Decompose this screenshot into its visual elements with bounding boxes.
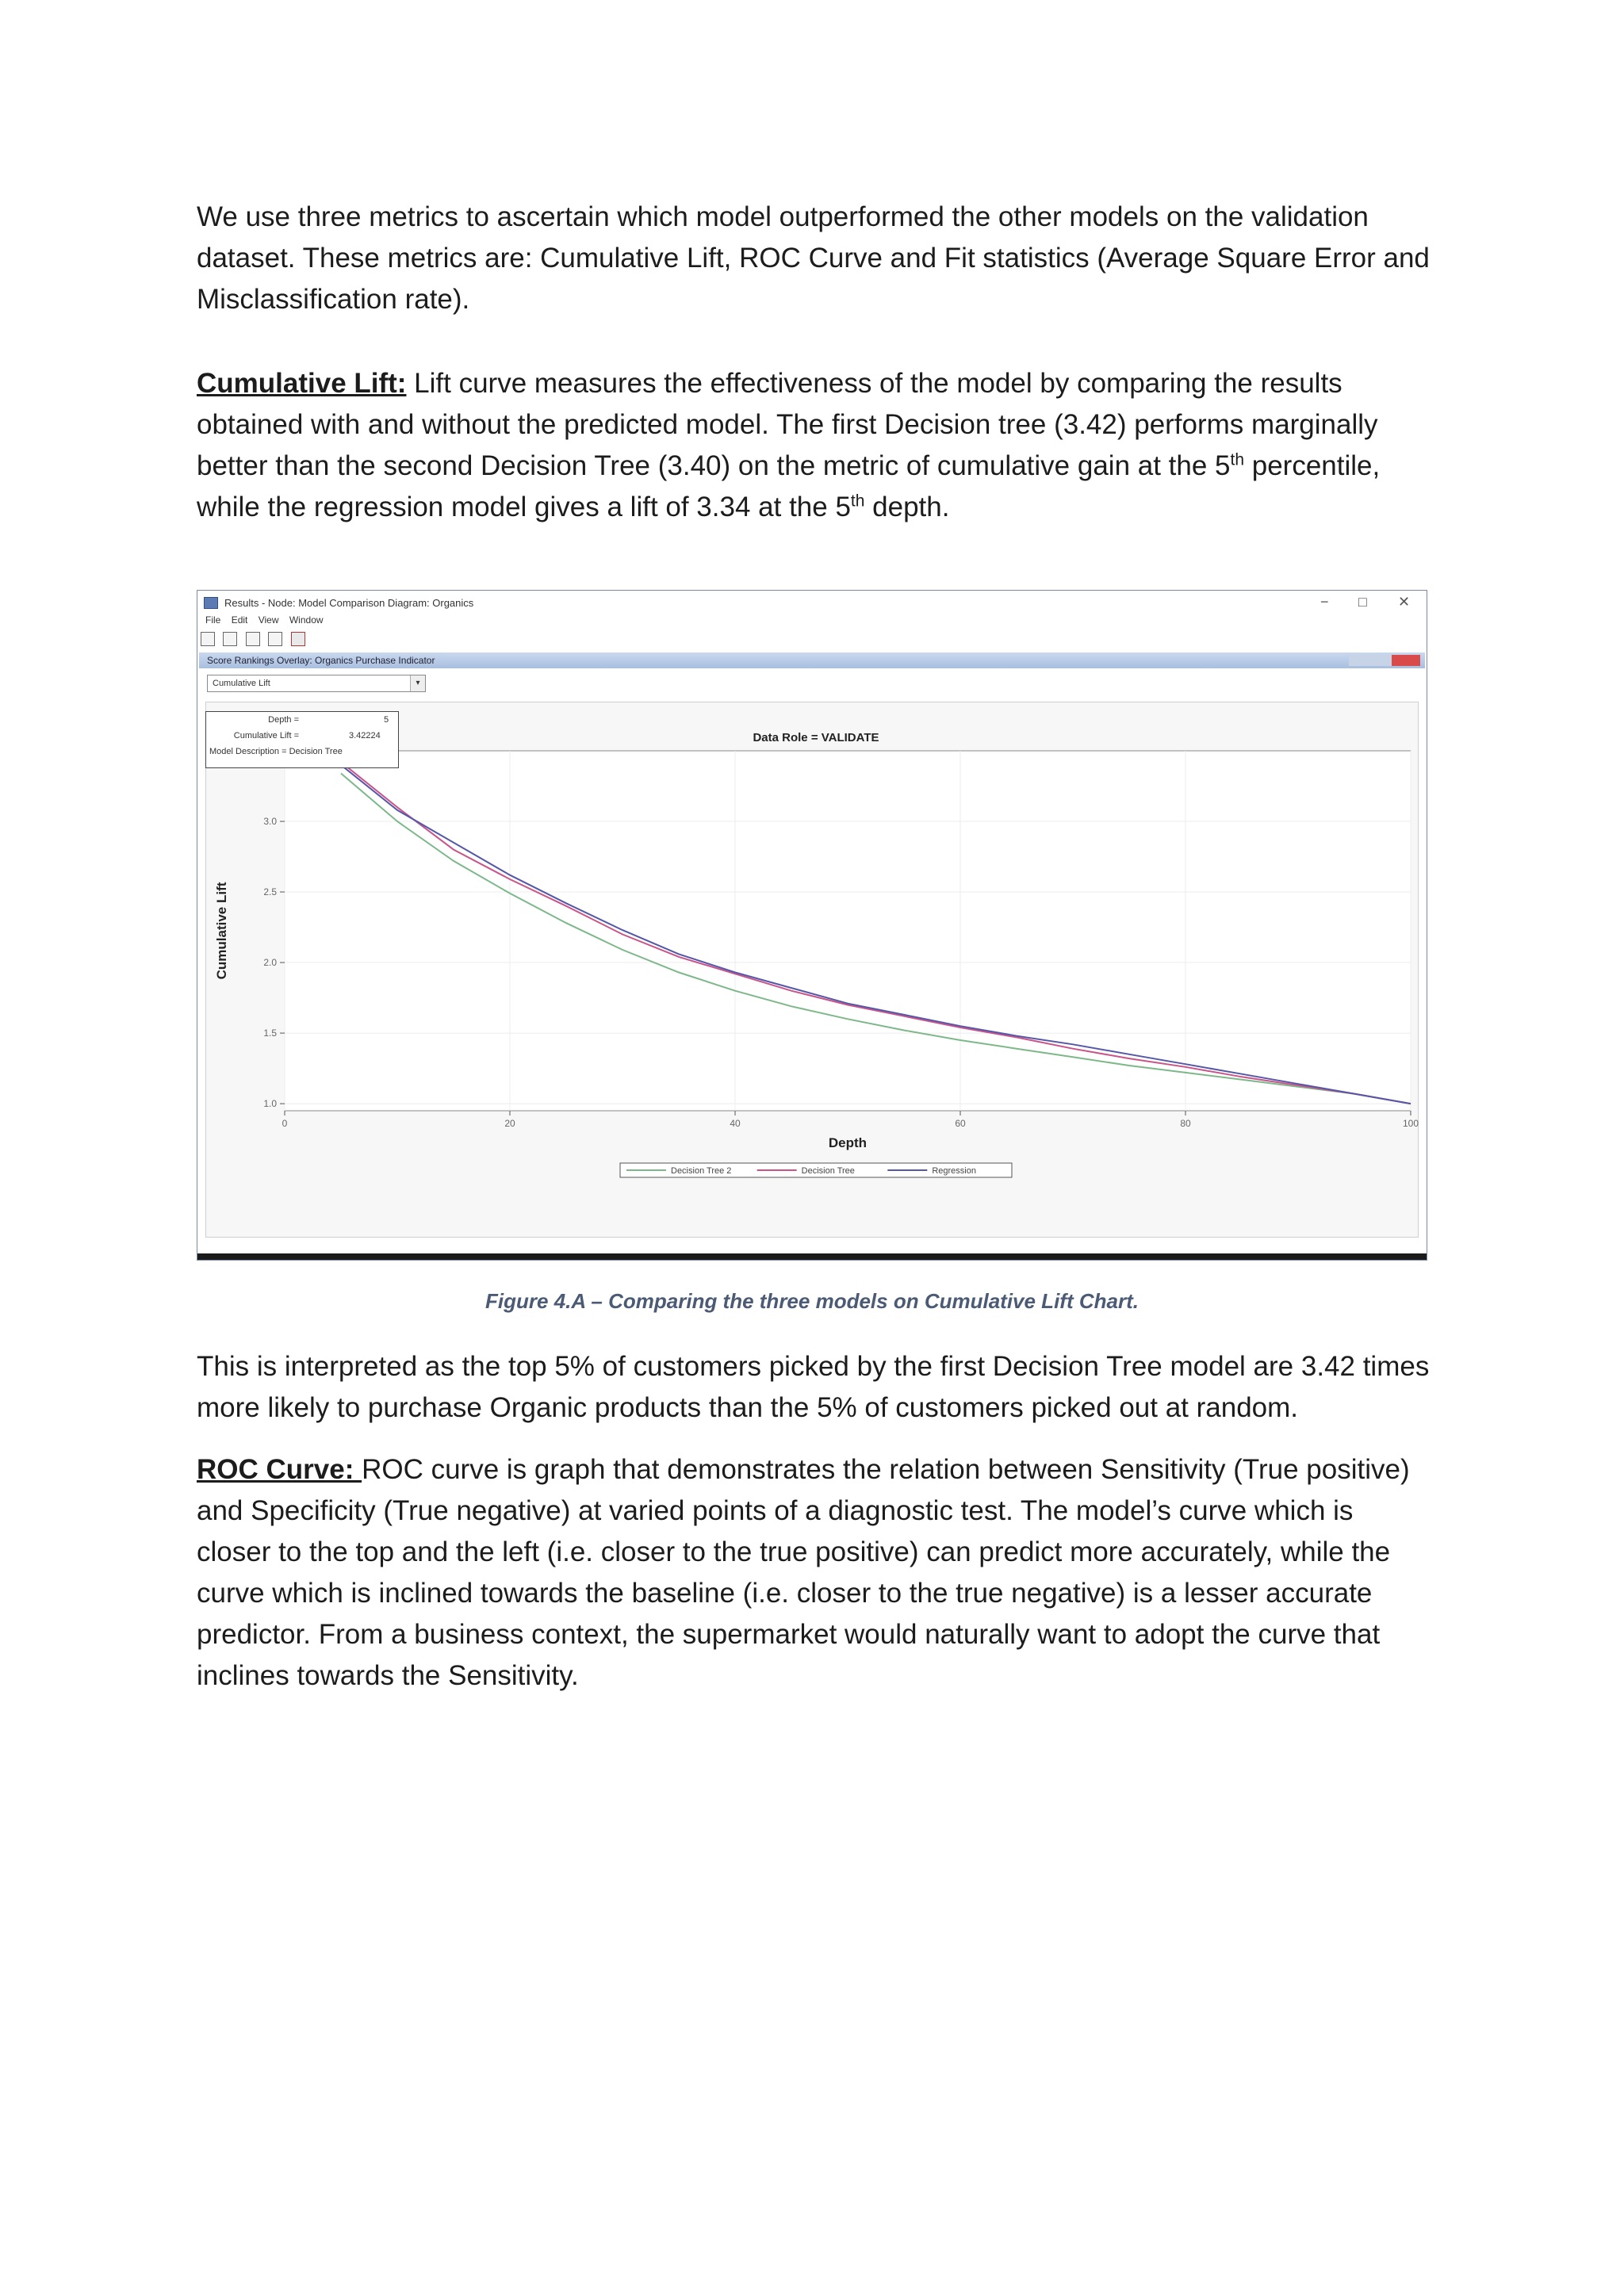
x-tick-label: 40	[730, 1118, 741, 1129]
y-axis-label: Cumulative Lift	[214, 882, 229, 980]
legend-label: Regression	[932, 1166, 976, 1176]
figure-caption: Figure 4.A – Comparing the three models on Cumulative Lift Chart.	[485, 1289, 1139, 1313]
cumulative-lift-chart	[205, 702, 1419, 1238]
y-tick-label: 2.0	[263, 957, 277, 969]
print-icon[interactable]	[246, 632, 260, 646]
export-icon[interactable]	[268, 632, 282, 646]
x-tick-label: 20	[504, 1118, 515, 1129]
statistic-select-value: Cumulative Lift	[213, 679, 270, 688]
tooltip-depth-label: Depth =	[268, 715, 299, 725]
new-icon[interactable]	[201, 632, 215, 646]
roc-curve-text: ROC curve is graph that demonstrates the relation between Sensitivity (True positive) and Specificity (True negative) at varied points of a diagnostic test. The model’s curve which is closer to the top and the left (i.e. closer to the true positive) can predict more accurately, while the curve which is inclined towards the baseline (i.e. closer to the true negative) is a lesser accurate predictor. From a business context, the supermarket would naturally want to adopt the curve that inclines towards the Sensitivity.	[197, 1454, 1410, 1691]
x-tick-label: 80	[1180, 1118, 1191, 1129]
toolbar	[201, 632, 310, 648]
superscript-th: th	[1230, 450, 1245, 469]
legend-label: Decision Tree 2	[671, 1166, 732, 1176]
taskbar-strip	[197, 1253, 1427, 1260]
results-app-icon	[204, 597, 218, 609]
panel-title: Score Rankings Overlay: Organics Purchase Indicator	[207, 655, 435, 666]
chevron-down-icon[interactable]: ▾	[410, 675, 425, 691]
window-title: Results - Node: Model Comparison Diagram: Organics	[224, 597, 474, 609]
lift-text-part-3: depth.	[864, 492, 950, 522]
highlight-icon[interactable]	[291, 632, 305, 646]
tooltip-depth-value: 5	[384, 715, 389, 725]
score-rankings-panel-header	[199, 652, 1425, 668]
cumulative-lift-paragraph	[197, 363, 1434, 528]
tooltip-model-description: Model Description = Decision Tree	[209, 747, 343, 756]
menu-file[interactable]: File	[205, 614, 221, 626]
y-tick-label: 3.0	[263, 816, 277, 828]
y-tick-label: 1.0	[263, 1098, 277, 1110]
x-tick-label: 60	[955, 1118, 966, 1129]
y-tick-label: 1.5	[263, 1027, 277, 1039]
copy-icon[interactable]	[223, 632, 237, 646]
x-tick-label: 0	[282, 1118, 288, 1129]
lift-text-part-1: Lift curve measures the effectiveness of the model by comparing the results obtained with and without the predicted model. The first Decision tree (3.42) performs marginally better than the second Decision Tree (3.40) on the metric of cumulative gain at the 5	[197, 368, 1378, 481]
panel-window-controls[interactable]	[1349, 655, 1420, 666]
roc-curve-heading: ROC Curve:	[197, 1454, 362, 1485]
window-titlebar	[197, 591, 1427, 614]
lift-text-part-2: percentile, while the regression model gives a lift of 3.34 at the 5	[197, 450, 1381, 522]
x-tick-label: 100	[1402, 1118, 1419, 1129]
cumulative-lift-heading: Cumulative Lift:	[197, 368, 407, 399]
maximize-icon[interactable]: □	[1358, 594, 1367, 610]
tooltip-lift-label: Cumulative Lift =	[233, 731, 299, 740]
menu-edit[interactable]: Edit	[231, 614, 248, 626]
interpretation-paragraph: This is interpreted as the top 5% of customers picked by the first Decision Tree model are 3.42 times more likely to purchase Organic products than the 5% of customers picked out at random.	[197, 1351, 1430, 1423]
plot-area	[285, 751, 1411, 1111]
intro-paragraph: We use three metrics to ascertain which model outperformed the other models on the validation dataset. These metrics are: Cumulative Lift, ROC Curve and Fit statistics (Average Square Error and Misclassification rate).	[197, 201, 1430, 315]
roc-curve-paragraph	[197, 1449, 1434, 1697]
close-icon[interactable]: ✕	[1398, 594, 1411, 610]
data-tooltip	[205, 711, 399, 768]
results-window-screenshot	[197, 590, 1427, 1261]
menu-window[interactable]: Window	[289, 614, 324, 626]
y-tick-label: 2.5	[263, 886, 277, 898]
menu-view[interactable]: View	[258, 614, 279, 626]
menu-bar	[197, 614, 1427, 630]
statistic-select[interactable]	[207, 675, 426, 692]
chart-title: Data Role = VALIDATE	[753, 731, 879, 744]
minimize-icon[interactable]: −	[1320, 594, 1329, 610]
legend-label: Decision Tree	[801, 1166, 855, 1176]
tooltip-lift-value: 3.42224	[349, 731, 381, 740]
x-axis-label: Depth	[828, 1135, 868, 1150]
superscript-th: th	[850, 492, 865, 511]
